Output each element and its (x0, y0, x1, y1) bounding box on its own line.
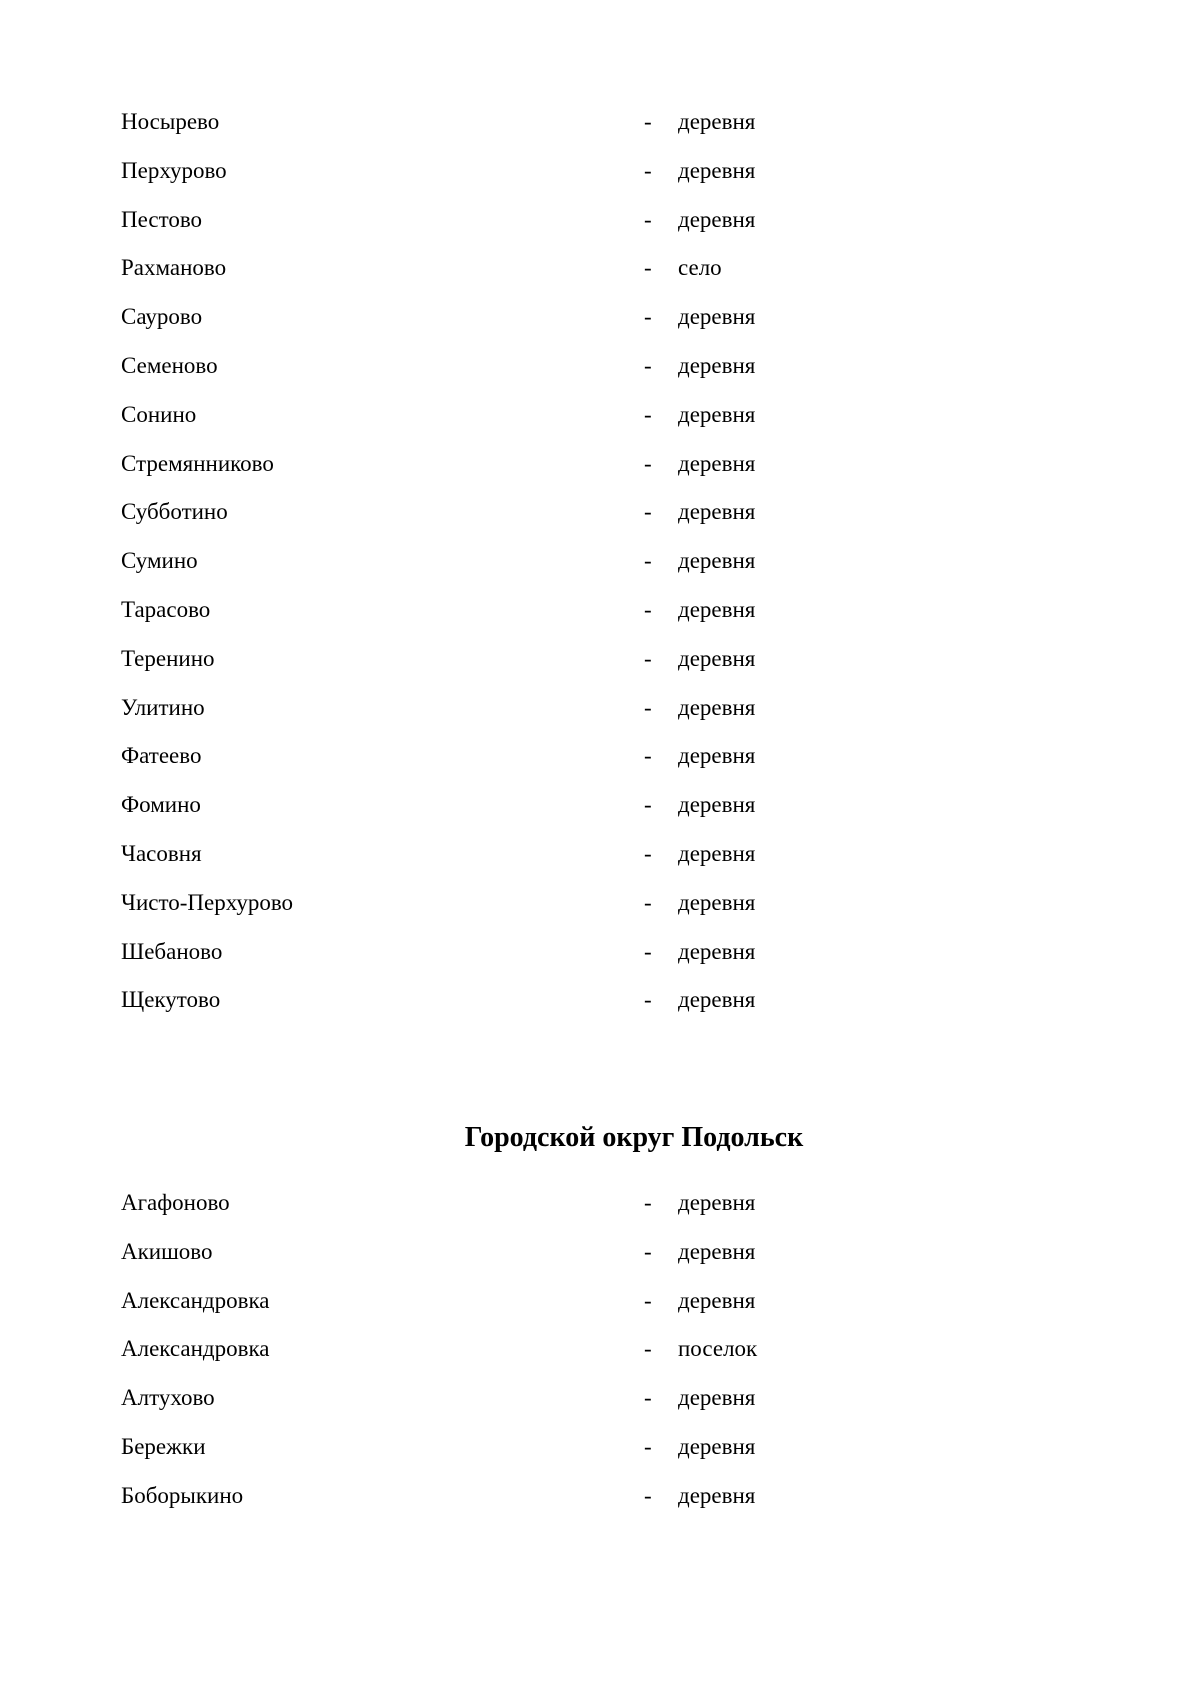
settlement-type: село (678, 255, 722, 281)
separator-dash: - (644, 1385, 652, 1411)
separator-dash: - (644, 1238, 652, 1264)
settlement-list-podolsk (121, 1188, 1021, 1530)
settlement-type: деревня (678, 1238, 756, 1264)
separator-dash: - (644, 450, 652, 476)
settlement-type: деревня (678, 596, 756, 622)
list-item (121, 985, 1021, 1034)
list-item (121, 644, 1021, 693)
settlement-name: Семеново (121, 352, 218, 378)
separator-dash: - (644, 938, 652, 964)
settlement-name: Чисто-Перхурово (121, 889, 294, 915)
separator-dash: - (644, 645, 652, 671)
settlement-name: Фомино (121, 792, 201, 818)
settlement-name: Шебаново (121, 938, 223, 964)
list-item (121, 790, 1021, 839)
list-item (121, 888, 1021, 937)
separator-dash: - (644, 206, 652, 232)
list-item (121, 839, 1021, 888)
list-item (121, 1383, 1021, 1432)
settlement-type: деревня (678, 1433, 756, 1459)
settlement-type: деревня (678, 1190, 756, 1215)
settlement-type: деревня (678, 694, 756, 720)
separator-dash: - (644, 157, 652, 183)
settlement-name: Щекутово (121, 987, 221, 1013)
settlement-name: Сонино (121, 401, 197, 427)
separator-dash: - (644, 401, 652, 427)
settlement-name: Фатеево (121, 743, 202, 769)
list-item (121, 693, 1021, 742)
list-item (121, 595, 1021, 644)
settlement-type: деревня (678, 792, 756, 818)
settlement-type: деревня (678, 157, 756, 183)
settlement-name: Субботино (121, 499, 228, 525)
settlement-type: деревня (678, 352, 756, 378)
separator-dash: - (644, 1336, 652, 1362)
separator-dash: - (644, 109, 652, 134)
settlement-type: деревня (678, 548, 756, 574)
settlement-name: Стремянниково (121, 450, 274, 476)
settlement-name: Пестово (121, 206, 203, 232)
settlement-name: Тарасово (121, 596, 211, 622)
list-item (121, 1432, 1021, 1481)
settlement-type: деревня (678, 401, 756, 427)
list-item (121, 1286, 1021, 1335)
section-heading-podolsk: Городской округ Подольск (464, 1122, 804, 1153)
list-item (121, 449, 1021, 498)
settlement-type: деревня (678, 304, 756, 330)
list-item (121, 302, 1021, 351)
separator-dash: - (644, 694, 652, 720)
list-item (121, 546, 1021, 595)
settlement-name: Боборыкино (121, 1482, 244, 1508)
list-item (121, 253, 1021, 302)
settlement-name: Бережки (121, 1433, 206, 1459)
settlement-type: деревня (678, 206, 756, 232)
settlement-name: Часовня (121, 840, 202, 866)
separator-dash: - (644, 596, 652, 622)
settlement-name: Улитино (121, 694, 205, 720)
settlement-type: деревня (678, 499, 756, 525)
settlement-type: деревня (678, 987, 756, 1013)
list-item (121, 937, 1021, 986)
list-item (121, 497, 1021, 546)
settlement-name: Сумино (121, 548, 198, 574)
list-item (121, 1481, 1021, 1530)
separator-dash: - (644, 499, 652, 525)
settlement-name: Теренино (121, 645, 215, 671)
settlement-name: Акишово (121, 1238, 213, 1264)
list-item (121, 1237, 1021, 1286)
list-item (121, 107, 1021, 156)
settlement-name: Александровка (121, 1336, 270, 1362)
separator-dash: - (644, 1287, 652, 1313)
settlement-type: деревня (678, 109, 756, 134)
list-item (121, 400, 1021, 449)
settlement-name: Агафоново (121, 1190, 230, 1215)
settlement-type: деревня (678, 450, 756, 476)
settlement-type: деревня (678, 1385, 756, 1411)
separator-dash: - (644, 548, 652, 574)
list-item (121, 741, 1021, 790)
settlement-name: Перхурово (121, 157, 227, 183)
separator-dash: - (644, 1190, 652, 1215)
settlement-type: деревня (678, 1287, 756, 1313)
separator-dash: - (644, 1482, 652, 1508)
settlement-name: Алтухово (121, 1385, 215, 1411)
separator-dash: - (644, 987, 652, 1013)
separator-dash: - (644, 792, 652, 818)
settlement-type: деревня (678, 889, 756, 915)
list-item (121, 351, 1021, 400)
settlement-type: деревня (678, 645, 756, 671)
settlement-name: Носырево (121, 109, 220, 134)
settlement-name: Рахманово (121, 255, 227, 281)
settlement-type: поселок (678, 1336, 758, 1362)
separator-dash: - (644, 352, 652, 378)
separator-dash: - (644, 840, 652, 866)
settlement-type: деревня (678, 743, 756, 769)
settlement-list-top (121, 107, 1021, 1034)
list-item (121, 156, 1021, 205)
list-item (121, 205, 1021, 254)
settlement-type: деревня (678, 938, 756, 964)
separator-dash: - (644, 889, 652, 915)
settlement-name: Александровка (121, 1287, 270, 1313)
settlement-type: деревня (678, 840, 756, 866)
list-item (121, 1334, 1021, 1383)
separator-dash: - (644, 1433, 652, 1459)
separator-dash: - (644, 255, 652, 281)
separator-dash: - (644, 743, 652, 769)
list-item (121, 1188, 1021, 1237)
settlement-name: Саурово (121, 304, 203, 330)
settlement-type: деревня (678, 1482, 756, 1508)
separator-dash: - (644, 304, 652, 330)
